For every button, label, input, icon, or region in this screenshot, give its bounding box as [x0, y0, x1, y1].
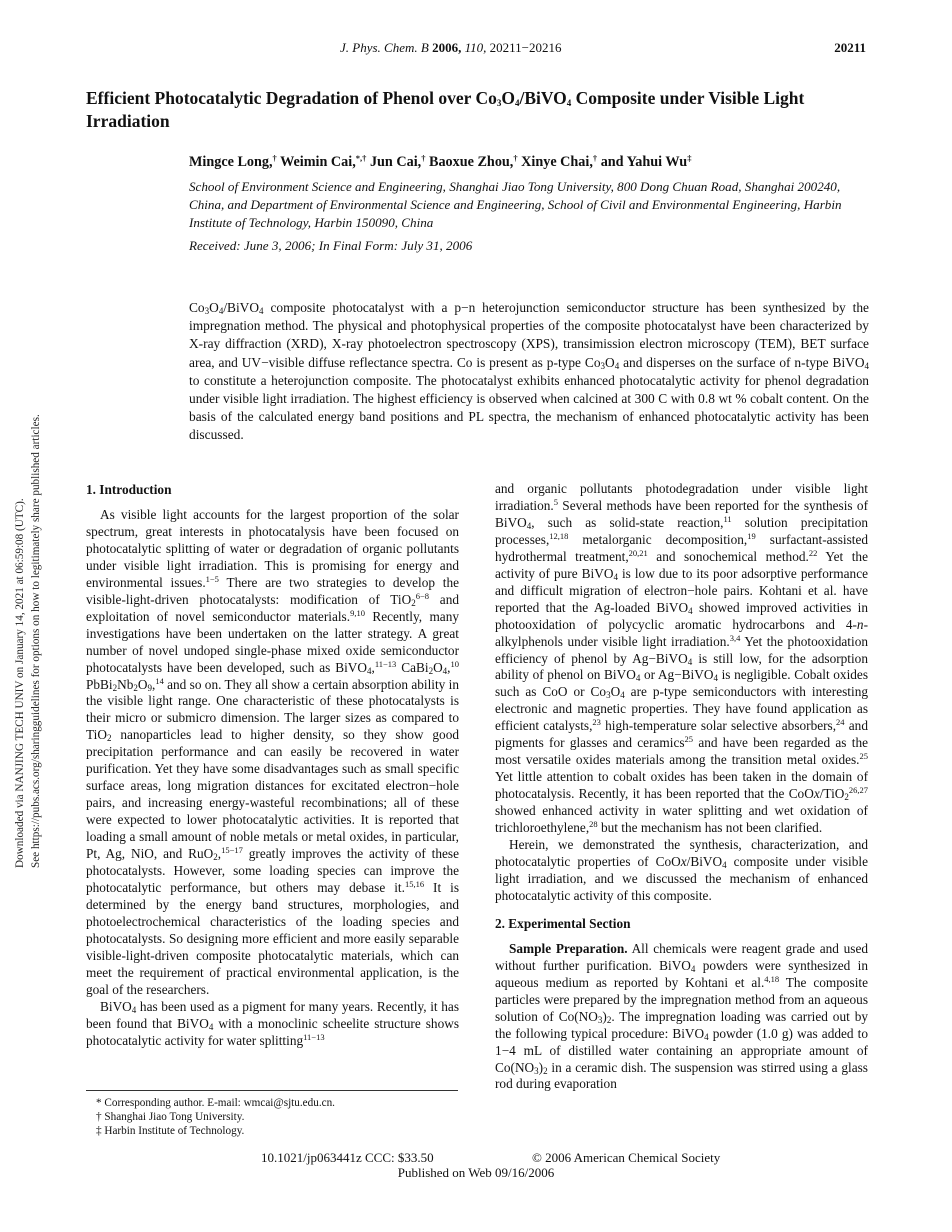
runin-heading: Sample Preparation.: [509, 940, 628, 956]
download-notice: [12, 348, 58, 868]
citation-ref: 22: [808, 547, 818, 558]
title-text: /BiVO: [519, 88, 567, 108]
affiliation-mark: †: [272, 153, 277, 163]
author-name: Jun Cai,: [366, 154, 422, 170]
citation-ref: 11−13: [374, 658, 397, 669]
author-name: and Yahui Wu: [597, 154, 688, 170]
citation-ref: 5: [553, 496, 558, 507]
title-subscript: 3: [496, 98, 502, 108]
journal-citation: [340, 40, 561, 56]
doi-line: 10.1021/jp063441z CCC: $33.50: [261, 1150, 434, 1165]
author-list: [189, 154, 879, 171]
article-title: [86, 87, 876, 133]
footnote-corresponding-author: * Corresponding author. E-mail: wmcai@sjtu.edu.cn.: [96, 1097, 335, 1109]
introduction-paragraph-1: As visible light accounts for the largest proportion of the solar spectrum, great interests in photocatalysis have been focused on photocatalytic splitting of water or degradation of organic pollutants under visible light irradiation. This is promising for energy and environmental issues.$^{1-5}$ There are two strategies to develop the visible-light-driven photocatalysts: modification of TiO$_2^{6-8}$ and exploitation of novel semiconductor materials.$^{9,10}$ Recently, many investigations have been undertaken on the latter strategy. A great number of novel undoped single-phase mixed oxide semiconductor photocatalysts have been developed, such as BiVO$_4$,$^{11-13}$ $CaBi_2O_4,^{10}$ $PbBi_2Nb_2O_9,^{14}$ and so on. They all show a certain absorption ability in the visible light range. One characteristic of these photocatalysts is their micro or submicro dimension. The larger sizes as compared to TiO$_2$ nanoparticles lead to higher density, so they show good precipitation performance and can easily be recovered in water purification. Yet they have some disadvantages such as small specific surface areas, long migration distances for excitated electron−hole pairs, and increasing energy-wasteful recombinations; all of these were expected to lower photocatalytic activities. It is reported that loading a small amount of noble metals or metal oxides, in particular, Pt, Ag, NiO, and RuO$_2$,$^{15-17}$ greatly improves the activity of these photocatalysts. However, some loading species can improve the photocatalytic performance, but others may debase it.$^{15,16}$ It is determined by the energy band structures, morphologies, and photoelectrochemical characteristics of the loading species and photocatalysts. So designing more efficient and more easily separable visible-light-driven composite photocatalytic materials, which can meet the requirement of practical environmental application, is the goal of the researchers.: [86, 507, 459, 997]
affiliation: School of Environment Science and Engineering, Shanghai Jiao Tong University, 800 Dong Chuan Road, Shanghai 200240, China, and Department of Environmental Science and Engineering, School of Civil and Environmental Engineering, Harbin Institute of Technology, Harbin 150090, China: [189, 179, 842, 230]
title-text: Composite under Visible Light Irradiation: [86, 88, 805, 131]
footnote-rule: [86, 1090, 458, 1091]
journal-name: J. Phys. Chem. B: [340, 40, 429, 55]
citation-ref: 11−13: [303, 1031, 325, 1042]
citation-ref: 6−8: [415, 590, 430, 601]
title-text: O: [501, 88, 515, 108]
download-notice-line1: Downloaded via NANJING TECH UNIV on January 14, 2021 at 06:59:08 (UTC).: [14, 498, 26, 868]
received-dates: Received: June 3, 2006; In Final Form: July 31, 2006: [189, 238, 473, 253]
left-column: [86, 481, 459, 1050]
download-notice-line2: See https://pubs.acs.org/sharingguidelines for options on how to legitimately share published articles.: [30, 414, 42, 868]
author-name: Baoxue Zhou,: [425, 154, 514, 170]
affiliation-mark: †: [421, 153, 426, 163]
footnote-affiliation-1: † Shanghai Jiao Tong University.: [96, 1111, 245, 1123]
title-text: Efficient Photocatalytic Degradation of Phenol over Co: [86, 88, 497, 108]
citation-ref: 14: [155, 675, 164, 686]
citation-ref: 24: [836, 717, 845, 728]
title-subscript: 4: [566, 98, 572, 108]
citation-ref: 11: [723, 513, 732, 524]
introduction-paragraph-3: Herein, we demonstrated the synthesis, characterization, and photocatalytic properties of CoOx/BiVO$_4$ composite under visible light irradiation, and we discussed the mechanism of enhanced photocatalytic activity of this composite.: [495, 837, 868, 903]
footnote-affiliation-2: ‡ Harbin Institute of Technology.: [96, 1125, 245, 1137]
author-name: Mingce Long,: [189, 154, 273, 170]
section-heading-introduction: 1. Introduction: [86, 482, 172, 497]
journal-year: 2006,: [432, 40, 462, 55]
affiliation-mark: ‡: [687, 153, 692, 163]
right-column: [495, 481, 868, 1093]
author-name: Xinye Chai,: [517, 154, 593, 170]
published-line: Published on Web 09/16/2006: [397, 1165, 555, 1180]
affiliation-mark: *,†: [355, 153, 367, 163]
citation-ref: 20,21: [628, 547, 648, 558]
experimental-paragraph-1: Sample Preparation. All chemicals were reagent grade and used without further purification. BiVO$_4$ powders were synthesized in aqueous medium as reported by Kohtani et al.$^{4,18}$ The composite particles were prepared by the impregnation method from an aqueous solution of $Co(NO_3)_2$. The impregnation loading was carried out by the following typical procedure: BiVO$_4$ powder (1.0 g) was added to 1−4 mL of distilled water containing an appropriate amount of $Co(NO_3)_2$ in a ceramic dish. The suspension was stirred using a glass rod during evaporation: [495, 940, 868, 1092]
citation-ref: 23: [592, 717, 601, 728]
citation-ref: 10: [450, 658, 459, 669]
abstract: $Co_3O_4/BiVO_4$ composite photocatalyst with a p−n heterojunction semiconductor structure has been synthesized by the impregnation method. The physical and photophysical properties of the composite photocatalyst have been characterized by X-ray diffraction (XRD), X-ray photoelectron spectroscopy (XPS), transimission electron microscopy (TEM), BET surface area, and UV−visible diffuse reflectance spectra. Co is present as p-type $Co_3O_4$ and disperses on the surface of n-type BiVO$_4$ to constitute a heterojunction composite. The photocatalyst exhibits enhanced photocatalytic activity for phenol degradation under visible light irradiation. The highest efficiency is observed when calcined at 300 C with 0.8 wt % cobalt content. On the basis of the calculated energy band positions and PL spectra, the mechanism of enhanced photocatalytic activity has been discussed.: [189, 300, 870, 443]
introduction-paragraph-2: BiVO$_4$ has been used as a pigment for many years. Recently, it has been found that BiVO$_4$ with a monoclinic scheelite structure shows photocatalytic activity for water splitting$^{11-13}$: [86, 998, 459, 1048]
section-heading-experimental: 2. Experimental Section: [495, 915, 631, 931]
citation-ref: 12,18: [549, 530, 569, 541]
author-name: Weimin Cai,: [276, 154, 356, 170]
citation-ref: 3,4: [729, 632, 741, 643]
copyright-line: © 2006 American Chemical Society: [532, 1150, 721, 1165]
citation-ref: 15,16: [404, 878, 425, 889]
page-number: 20211: [834, 40, 866, 55]
citation-ref: 19: [747, 530, 756, 541]
journal-volume: 110,: [464, 40, 487, 55]
citation-ref: 28: [589, 819, 598, 830]
citation-ref: 25: [684, 734, 694, 745]
citation-ref: 4,18: [764, 973, 780, 984]
citation-ref: 25: [859, 751, 868, 762]
footnotes: [86, 1096, 458, 1138]
citation-ref: 26,27: [848, 785, 868, 796]
title-subscript: 4: [514, 98, 520, 108]
citation-ref: 1−5: [205, 573, 219, 584]
running-head: [0, 40, 952, 58]
affiliation-mark: †: [592, 153, 598, 163]
affiliation-mark: †: [513, 153, 518, 163]
introduction-paragraph-2-continued: and organic pollutants photodegradation under visible light irradiation.$^5$ Several methods have been reported for the synthesis of BiVO$_4$, such as solid-state reaction,$^{11}$ solution precipitation processes,$^{12,18}$ metalorganic decomposition,$^{19}$ surfactant-assisted hydrothermal treatment,$^{20,21}$ and sonochemical method.$^{22}$ Yet the activity of pure BiVO$_4$ is low due to its poor adsorptive performance and difficult migration of electron−hole pairs. Kohtani et al. have reported that the Ag-loaded BiVO$_4$ showed improved activities in photooxidation of polycyclic aromatic hydrocarbons and 4-n-alkylphenols under visible light irradiation.$^{3,4}$ Yet the photooxidation efficiency of phenol by Ag−BiVO$_4$ is still low, for the adsorption ability of phenol on BiVO$_4$ or Ag−BiVO$_4$ is negligible. Cobalt oxides such as CoO or $Co_3O_4$ are p-type semiconductors with interesting electronic and magnetic properties. They have found application as efficient catalysts,$^{23}$ high-temperature solar selective absorbers,$^{24}$ and pigments for glasses and ceramics$^{25}$ and have been regarded as the most versatile oxides materials among the transition metal oxides.$^{25}$ Yet little attention to cobalt oxides has been taken in the domain of photocatalysis. Recently, it has been reported that the CoOx/TiO$_2^{26,27}$ showed enhanced activity in water splitting and wet oxidation of trichloroethylene,$^{28}$ but the mechanism has not been clarified.: [495, 481, 869, 836]
citation-ref: 9,10: [350, 607, 365, 618]
journal-pages: 20211−20216: [489, 40, 562, 55]
citation-ref: 15−17: [221, 845, 243, 856]
